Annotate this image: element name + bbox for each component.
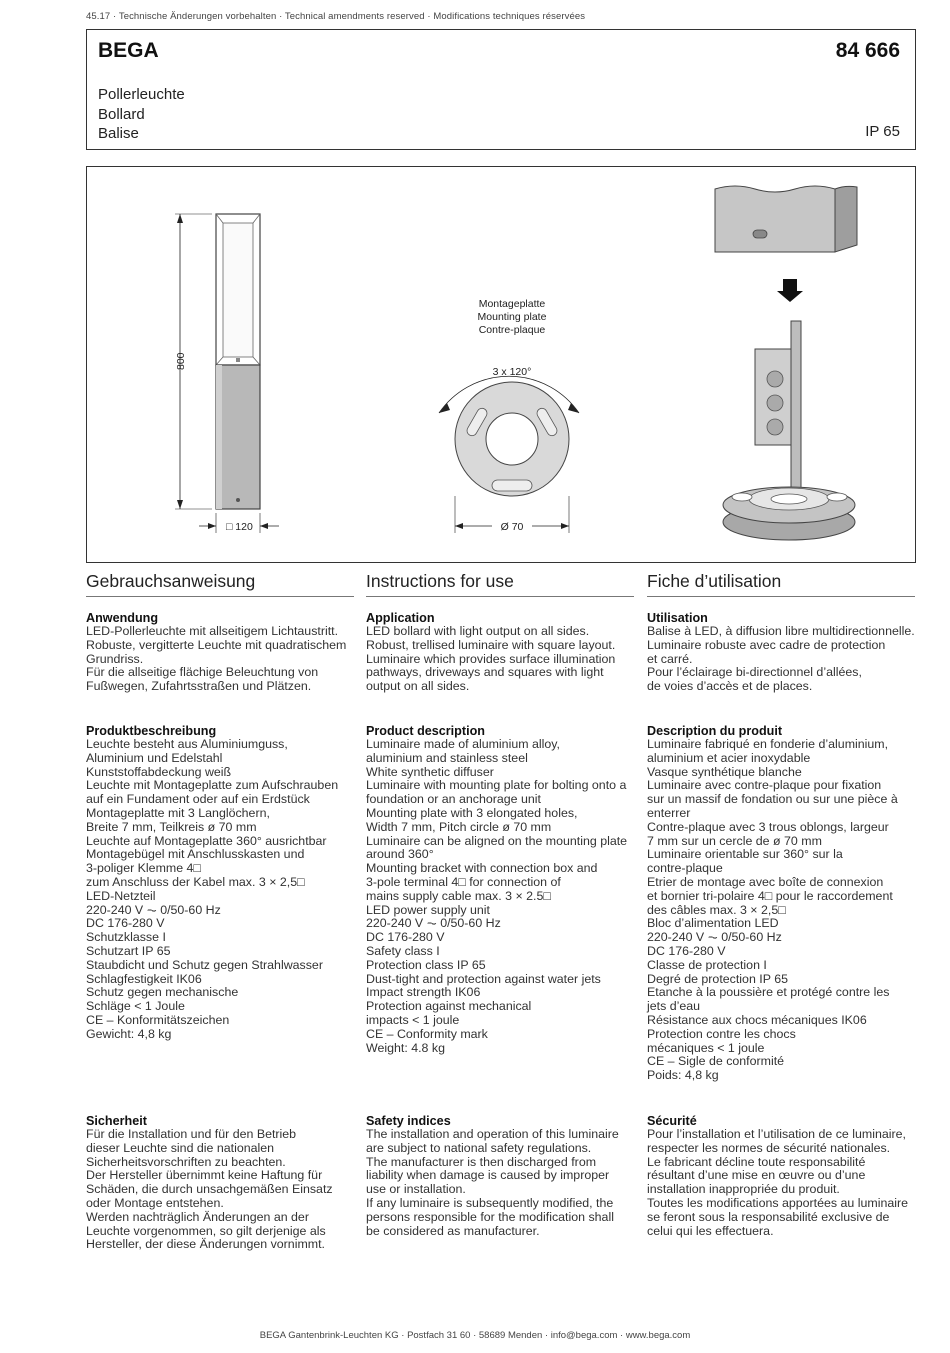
installation-drawing (715, 186, 857, 540)
article-number: 84 666 (835, 39, 900, 62)
text-line: Schutzart IP 65 (86, 943, 171, 958)
width-dimension (199, 513, 279, 533)
section-safety-indices (366, 1114, 651, 1238)
text-line: Impact strength IK06 (366, 985, 481, 1000)
text-line: Leuchte auf Montageplatte 360° ausrichtbar (86, 833, 327, 848)
text-line: persons responsible for the modification shall (366, 1209, 614, 1224)
text-line: Gewicht: 4,8 kg (86, 1026, 172, 1041)
plate-label-de: Montageplatte (478, 298, 546, 310)
section-heading: Description du produit (647, 724, 783, 738)
text-line: 220-240 V ⏦ 0/50-60 Hz (86, 902, 221, 917)
text-line: 220-240 V ⏦ 0/50-60 Hz (647, 930, 782, 945)
width-label: □ 120 (226, 521, 253, 533)
text-line: Luminaire which provides surface illumination (366, 651, 616, 666)
text-line: Werden nachträglich Änderungen an der (86, 1209, 309, 1224)
section-description-produit (647, 724, 932, 1083)
text-line: Leuchte mit Montageplatte zum Aufschrauben (86, 778, 339, 793)
text-line: DC 176-280 V (86, 916, 165, 931)
text-line: mécaniques < 1 joule (647, 1040, 765, 1055)
section-produktbeschreibung (86, 724, 371, 1042)
text-line: Robuste, vergitterte Leuchte mit quadratischem (86, 637, 347, 652)
text-line: Weight: 4.8 kg (366, 1040, 445, 1055)
section-heading: Anwendung (86, 611, 159, 625)
diameter-label: Ø 70 (500, 521, 524, 533)
text-line: Etrier de montage avec boîte de connexion (647, 874, 884, 889)
text-line: Mounting bracket with connection box and (366, 861, 598, 876)
section-heading: Application (366, 611, 435, 625)
technical-drawing (87, 167, 917, 564)
text-line: Mounting plate with 3 elongated holes, (366, 805, 578, 820)
text-line: The installation and operation of this luminaire (366, 1127, 619, 1141)
text-line: liability when damage is caused by improper (366, 1168, 610, 1183)
text-line: contre-plaque (647, 861, 723, 876)
section-heading: Sécurité (647, 1114, 697, 1128)
text-line: Kunststoffabdeckung weiß (86, 764, 232, 779)
text-line: DC 176-280 V (647, 943, 726, 958)
text-line: Pour l’installation et l’utilisation de ce luminaire, (647, 1127, 906, 1141)
section-anwendung (86, 611, 371, 694)
column-en (366, 571, 634, 1238)
text-line: aluminium and stainless steel (366, 750, 528, 765)
column-title-en: Instructions for use (366, 571, 634, 597)
text-line: Luminaire fabriqué en fonderie d’aluminium, (647, 737, 889, 751)
text-line: résultant d’une mise en œuvre ou d’une (647, 1168, 866, 1183)
text-line: Fußwegen, Zufahrtsstraßen und Plätzen. (86, 679, 312, 694)
section-utilisation (647, 611, 932, 694)
text-line: sur un massif de fondation ou sur une pièce à (647, 792, 898, 807)
text-line: LED power supply unit (366, 902, 490, 917)
text-line: enterrer (647, 805, 691, 820)
column-fr (647, 571, 915, 1238)
angle-label: 3 x 120° (492, 366, 532, 378)
text-line: Dust-tight and protection against water jets (366, 971, 601, 986)
product-name-de: Pollerleuchte (98, 86, 185, 103)
text-line: Le fabricant décline toute responsabilité (647, 1154, 866, 1169)
text-line: DC 176-280 V (366, 930, 445, 945)
text-line: Für die allseitige flächige Beleuchtung von (86, 665, 319, 680)
section-sicherheit (86, 1114, 371, 1252)
product-name-fr: Balise (98, 125, 139, 142)
revision-note: 45.17 · Technische Änderungen vorbehalten · Technical amendments reserved · Modifications techniques réservées (86, 11, 586, 22)
height-label: 800 (175, 352, 187, 370)
text-line: Luminaire with mounting plate for bolting onto a (366, 778, 627, 793)
text-line: Luminaire avec contre-plaque pour fixation (647, 778, 882, 793)
column-title-fr: Fiche d’utilisation (647, 571, 915, 597)
section-heading: Produktbeschreibung (86, 724, 217, 738)
section-heading: Utilisation (647, 611, 708, 625)
text-line: CE – Konformitätszeichen (86, 1012, 230, 1027)
text-line: Leuchte besteht aus Aluminiumguss, (86, 737, 288, 751)
text-line: Montageplatte mit 3 Langlöchern, (86, 805, 270, 820)
text-line: respecter les normes de sécurité nationales. (647, 1140, 891, 1155)
text-line: around 360° (366, 847, 434, 862)
text-line: de voies d’accès et de places. (647, 679, 813, 694)
text-line: Aluminium und Edelstahl (86, 750, 223, 765)
text-line: jets d’eau (647, 999, 701, 1014)
text-line: Width 7 mm, Pitch circle ø 70 mm (366, 819, 552, 834)
text-line: LED bollard with light output on all sides. (366, 624, 590, 638)
text-line: output on all sides. (366, 679, 470, 694)
text-line: Sicherheitsvorschriften zu beachten. (86, 1154, 286, 1169)
text-line: aluminium et acier inoxydable (647, 750, 811, 765)
header-box (86, 29, 916, 150)
text-line: are subject to national safety regulations. (366, 1140, 592, 1155)
text-line: Contre-plaque avec 3 trous oblongs, largeur (647, 819, 889, 834)
text-line: Vasque synthétique blanche (647, 764, 802, 779)
section-application (366, 611, 651, 694)
text-line: Grundriss. (86, 651, 144, 666)
product-names (98, 85, 185, 144)
text-line: Luminaire made of aluminium alloy, (366, 737, 560, 751)
bollard-drawing (216, 214, 260, 509)
text-line: auf ein Fundament oder auf ein Erdstück (86, 792, 310, 807)
technical-drawing-panel (86, 166, 916, 563)
text-line: Etanche à la poussière et protégé contre les (647, 985, 890, 1000)
text-line: Schläge < 1 Joule (86, 999, 185, 1014)
text-line: Classe de protection I (647, 957, 767, 972)
text-line: Für die Installation und für den Betrieb (86, 1127, 297, 1141)
plate-label-fr: Contre-plaque (478, 324, 546, 336)
text-line: Degré de protection IP 65 (647, 971, 788, 986)
text-line: If any luminaire is subsequently modified, the (366, 1195, 614, 1210)
text-line: zum Anschluss der Kabel max. 3 × 2,5□ (86, 874, 305, 889)
text-line: Schlagfestigkeit IK06 (86, 971, 202, 986)
section-heading: Safety indices (366, 1114, 451, 1128)
text-line: Protection class IP 65 (366, 957, 486, 972)
text-line: celui qui les effectuera. (647, 1223, 774, 1238)
text-line: Luminaire robuste avec cadre de protection (647, 637, 886, 652)
footer-address: BEGA Gantenbrink-Leuchten KG · Postfach 31 60 · 58689 Menden · info@bega.com · www.bega.com (259, 1330, 691, 1341)
text-line: Pour l’éclairage bi-directionnel d’allées, (647, 665, 862, 680)
text-line: use or installation. (366, 1182, 466, 1197)
text-line: Schutzklasse I (86, 930, 166, 945)
text-line: impacts < 1 joule (366, 1012, 460, 1027)
text-line: Protection against mechanical (366, 999, 532, 1014)
text-line: Montagebügel mit Anschlusskasten und (86, 847, 305, 862)
text-line: Balise à LED, à diffusion libre multidirectionnelle. (647, 624, 915, 638)
section-securite (647, 1114, 932, 1238)
text-line: et bornier tri-polaire 4□ pour le raccordement (647, 888, 893, 903)
column-title-de: Gebrauchsanweisung (86, 571, 354, 597)
text-line: CE – Conformity mark (366, 1026, 488, 1041)
text-line: Poids: 4,8 kg (647, 1068, 719, 1083)
text-line: White synthetic diffuser (366, 764, 494, 779)
text-line: et carré. (647, 651, 693, 666)
column-de (86, 571, 354, 1252)
text-line: Bloc d’alimentation LED (647, 916, 779, 931)
text-line: The manufacturer is then discharged from (366, 1154, 597, 1169)
protection-rating: IP 65 (865, 123, 900, 140)
text-line: LED-Pollerleuchte mit allseitigem Lichtaustritt. (86, 624, 339, 638)
arrow-down-icon (777, 279, 803, 302)
text-line: Robust, trellised luminaire with square layout. (366, 637, 616, 652)
height-dimension (175, 214, 212, 509)
text-line: pathways, driveways and squares with light (366, 665, 604, 680)
text-line: foundation or an anchorage unit (366, 792, 541, 807)
plate-label-en: Mounting plate (477, 311, 547, 323)
text-line: Schutz gegen mechanische (86, 985, 239, 1000)
brand-name: BEGA (98, 39, 159, 62)
text-line: Luminaire orientable sur 360° sur la (647, 847, 843, 862)
section-heading: Sicherheit (86, 1114, 147, 1128)
text-line: LED-Netzteil (86, 888, 156, 903)
text-line: Schäden, die durch unsachgemäßen Einsatz (86, 1182, 333, 1197)
section-heading: Product description (366, 724, 485, 738)
text-line: 3-pole terminal 4□ for connection of (366, 874, 561, 889)
text-line: CE – Sigle de conformité (647, 1054, 785, 1069)
text-line: dieser Leuchte sind die nationalen (86, 1140, 275, 1155)
text-line: Hersteller, der diese Änderungen vornimmt. (86, 1237, 325, 1252)
text-line: Toutes les modifications apportées au luminaire (647, 1195, 909, 1210)
mounting-plate-drawing (439, 298, 579, 533)
text-line: oder Montage entstehen. (86, 1195, 224, 1210)
section-product-description (366, 724, 651, 1055)
text-line: Résistance aux chocs mécaniques IK06 (647, 1012, 867, 1027)
text-line: Protection contre les chocs (647, 1026, 796, 1041)
text-line: installation inappropriée du produit. (647, 1182, 840, 1197)
text-line: Leuchte vorgenommen, so gilt derjenige als (86, 1223, 326, 1238)
text-line: mains supply cable max. 3 × 2.5□ (366, 888, 551, 903)
text-line: Luminaire can be aligned on the mounting plate (366, 833, 628, 848)
text-line: se feront sous la responsabilité exclusive de (647, 1209, 890, 1224)
text-line: Staubdicht und Schutz gegen Strahlwasser (86, 957, 323, 972)
text-line: 3-poliger Klemme 4□ (86, 861, 201, 876)
text-line: be considered as manufacturer. (366, 1223, 540, 1238)
text-line: Der Hersteller übernimmt keine Haftung für (86, 1168, 323, 1183)
product-name-en: Bollard (98, 105, 145, 123)
text-line: 7 mm sur un cercle de ø 70 mm (647, 833, 822, 848)
text-line: 220-240 V ⏦ 0/50-60 Hz (366, 916, 501, 931)
text-line: Safety class I (366, 943, 440, 958)
text-line: des câbles max. 3 × 2,5□ (647, 902, 786, 917)
text-line: Breite 7 mm, Teilkreis ø 70 mm (86, 819, 257, 834)
